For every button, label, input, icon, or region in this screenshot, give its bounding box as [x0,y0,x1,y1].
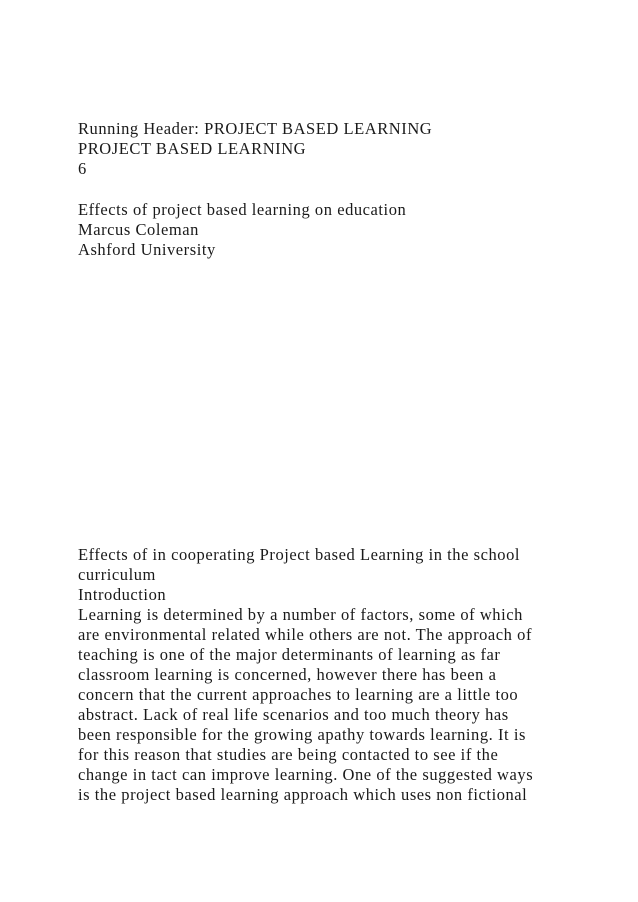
paragraph-line: classroom learning is concerned, however there has been a [78,665,497,684]
paragraph-line: is the project based learning approach which uses non fictional [78,785,528,804]
paper-title: Effects of project based learning on education [78,200,407,219]
body-title-line: curriculum [78,565,156,584]
body-title-line: Effects of in cooperating Project based Learning in the school [78,545,521,564]
paragraph-line: are environmental related while others are not. The approach of [78,625,532,644]
paragraph-line: Learning is determined by a number of factors, some of which [78,605,523,624]
paragraph-line: concern that the current approaches to learning are a little too [78,685,519,704]
paragraph-line: abstract. Lack of real life scenarios and too much theory has [78,705,509,724]
short-title-header: PROJECT BASED LEARNING [78,139,307,158]
institution-name: Ashford University [78,240,216,259]
page-number: 6 [78,159,87,178]
paragraph-line: for this reason that studies are being contacted to see if the [78,745,499,764]
running-header: Running Header: PROJECT BASED LEARNING [78,119,433,138]
author-name: Marcus Coleman [78,220,199,239]
paragraph-line: been responsible for the growing apathy towards learning. It is [78,725,526,744]
paragraph-line: teaching is one of the major determinants of learning as far [78,645,501,664]
paragraph-line: change in tact can improve learning. One of the suggested ways [78,765,534,784]
section-heading-introduction: Introduction [78,585,167,604]
